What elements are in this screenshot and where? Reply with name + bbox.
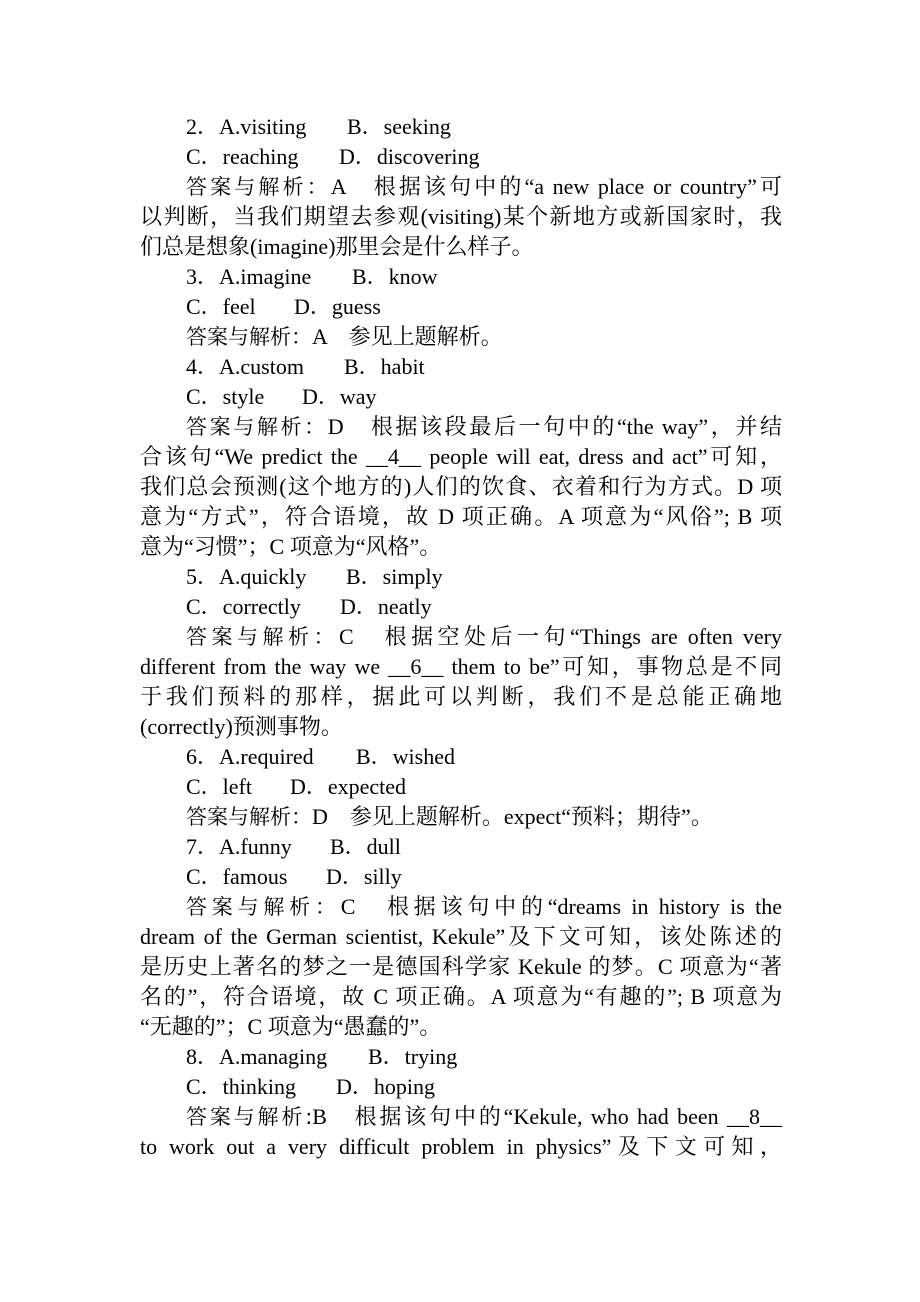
q4-answer-line-1 [140, 412, 782, 442]
q3-answer-label: 答案与解析： [186, 325, 312, 349]
q6-answer-line-1 [140, 802, 782, 832]
q4-answer-line-2 [140, 442, 782, 472]
q2-answer-line-1 [140, 172, 782, 202]
q4-option-d: D．way [302, 384, 377, 409]
q5-answer-line-4: (correctly)预测事物。 [140, 714, 343, 739]
q5-option-b: B．simply [346, 564, 443, 589]
q8-option-a: 8．A.managing [186, 1044, 328, 1069]
q8-option-c: C．thinking [186, 1074, 297, 1099]
q2-option-c: C．reaching [186, 144, 299, 169]
q7-answer-text-1: C 根据该句中的“dreams in history is the [340, 894, 782, 919]
q7-answer-line-1 [140, 892, 782, 922]
q6-answer-label: 答案与解析： [186, 805, 312, 829]
q7-answer-label: 答案与解析： [186, 895, 341, 919]
q5-answer-label: 答案与解析： [186, 625, 339, 649]
q3-option-c: C．feel [186, 294, 256, 319]
q3-option-d: D．guess [294, 294, 381, 319]
q8-option-b: B．trying [368, 1044, 458, 1069]
q5-answer-text-2a: different from the way we [140, 654, 389, 679]
q6-option-c: C．left [186, 774, 252, 799]
q2-options-ab [140, 112, 782, 142]
q6-option-a: 6．A.required [186, 744, 314, 769]
q5-answer-line-1 [140, 622, 782, 652]
q5-option-d: D．neatly [340, 594, 432, 619]
q4-answer-text-1: D 根据该段最后一句中的“the way”，并结 [327, 414, 783, 439]
q5-blank-6: __6__ [388, 654, 444, 679]
q4-options-cd [140, 382, 782, 412]
q7-option-a: 7．A.funny [186, 834, 292, 859]
q4-blank-4: __4__ [366, 444, 422, 469]
q6-answer-text-1: D 参见上题解析。expect“预料；期待”。 [312, 804, 713, 829]
q8-answer-label: 答案与解析: [186, 1105, 313, 1129]
q3-options-cd [140, 292, 782, 322]
q4-option-b: B．habit [344, 354, 425, 379]
q2-answer-line-2: 以判断，当我们期望去参观(visiting)某个新地方或新国家时，我 [140, 204, 782, 229]
q7-answer-line-2: dream of the German scientist, Kekule”及下文可知，该处陈述的 [140, 924, 782, 949]
q2-option-a: 2．A.visiting [186, 114, 307, 139]
document-body [140, 112, 782, 1162]
q2-option-d: D．discovering [339, 144, 480, 169]
q3-answer-line-1 [140, 322, 782, 352]
q2-answer-line-3: 们总是想象(imagine)那里会是什么样子。 [140, 234, 534, 259]
q6-option-d: D．expected [290, 774, 407, 799]
q5-option-a: 5．A.quickly [186, 564, 307, 589]
q4-options-ab [140, 352, 782, 382]
q4-answer-line-4: 意为“方式”，符合语境，故 D 项正确。A 项意为“风俗”; B 项 [140, 504, 782, 529]
q5-answer-line-2 [140, 652, 782, 682]
q4-answer-label: 答案与解析： [186, 415, 328, 439]
q7-options-cd [140, 862, 782, 892]
q2-answer-text-1: A 根据该句中的“a new place or country”可 [330, 174, 783, 199]
q7-option-b: B．dull [330, 834, 401, 859]
q8-answer-line-1 [140, 1102, 782, 1132]
q8-answer-line-2: to work out a very difficult problem in physics”及下文可知， [140, 1134, 782, 1159]
q6-option-b: B．wished [356, 744, 456, 769]
q8-options-cd [140, 1072, 782, 1102]
q3-option-a: 3．A.imagine [186, 264, 312, 289]
q5-answer-line-3: 于我们预料的那样，据此可以判断，我们不是总能正确地 [140, 684, 782, 709]
q8-blank-8: __8__ [727, 1104, 783, 1129]
q7-answer-line-5: “无趣的”；C 项意为“愚蠢的”。 [140, 1014, 442, 1039]
q4-answer-line-3: 我们总会预测(这个地方的)人们的饮食、衣着和行为方式。D 项 [140, 474, 782, 499]
q7-options-ab [140, 832, 782, 862]
q5-options-cd [140, 592, 782, 622]
q8-options-ab [140, 1042, 782, 1072]
q5-options-ab [140, 562, 782, 592]
q7-option-c: C．famous [186, 864, 288, 889]
q2-answer-label: 答案与解析： [186, 175, 331, 199]
q7-answer-line-3: 是历史上著名的梦之一是德国科学家 Kekule 的梦。C 项意为“著 [140, 954, 782, 979]
q5-answer-text-2b: them to be”可知，事物总是不同 [443, 654, 783, 679]
q3-answer-text-1: A 参见上题解析。 [312, 324, 503, 349]
q7-option-d: D．silly [326, 864, 402, 889]
q4-answer-text-2a: 合该句“We predict the [140, 444, 367, 469]
q6-options-ab [140, 742, 782, 772]
q4-option-a: 4．A.custom [186, 354, 304, 379]
q6-options-cd [140, 772, 782, 802]
q5-answer-text-1: C 根据空处后一句“Things are often very [338, 624, 783, 649]
q8-option-d: D．hoping [336, 1074, 436, 1099]
q8-answer-text-1: B 根据该句中的“Kekule, who had been [312, 1104, 728, 1129]
q4-answer-text-2b: people will eat, dress and act”可知， [421, 444, 782, 469]
q4-option-c: C．style [186, 384, 265, 409]
q7-answer-line-4: 名的”，符合语境，故 C 项正确。A 项意为“有趣的”; B 项意为 [140, 984, 782, 1009]
q4-answer-line-5: 意为“习惯”；C 项意为“风格”。 [140, 534, 442, 559]
q3-options-ab [140, 262, 782, 292]
q5-option-c: C．correctly [186, 594, 301, 619]
q2-option-b: B．seeking [347, 114, 451, 139]
q3-option-b: B．know [352, 264, 438, 289]
q2-options-cd [140, 142, 782, 172]
